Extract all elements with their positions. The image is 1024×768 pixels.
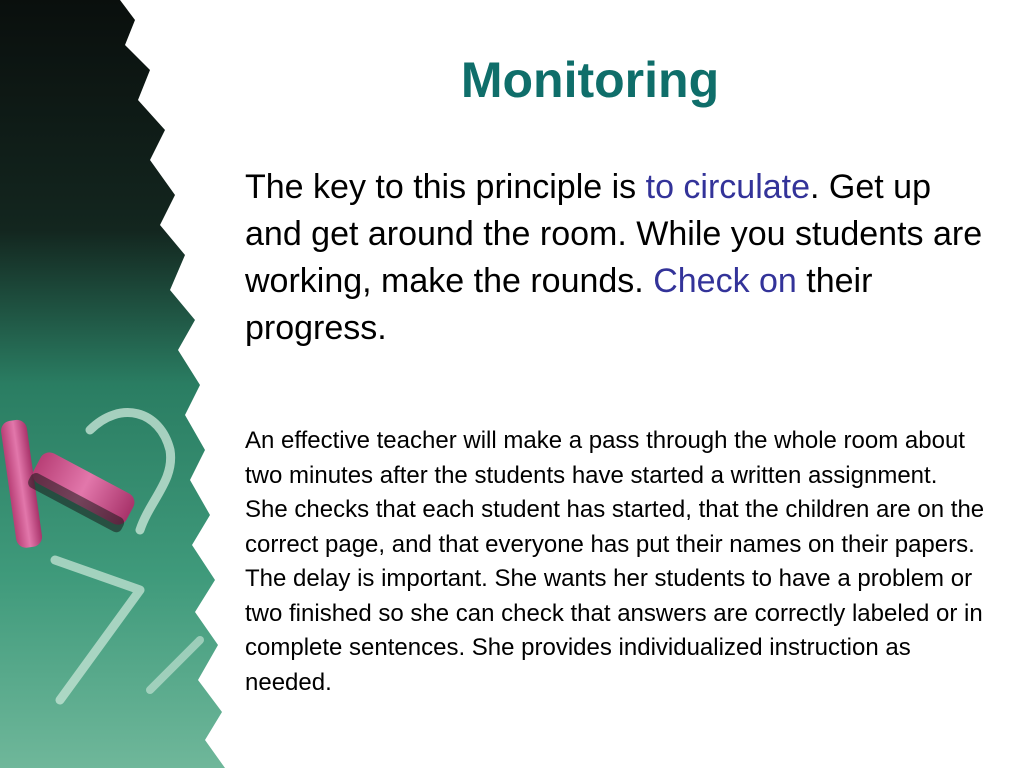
detail-paragraph: An effective teacher will make a pass through the whole room about two minutes after the students have started a written assignment. She checks that each student has started, that the children are on the correct page, and that everyone has put their names on their papers. The delay is important. She wants her students to have a problem or two finished so she can check that answers are correctly labeled or in complete sentences. She provides individualized instruction as needed. (245, 427, 985, 696)
highlight-check-on: Check on (653, 262, 797, 300)
lead-text-part2: . Get up and get around the room. While you students are working, make the rounds. (245, 168, 983, 300)
slide-title: Monitoring (460, 52, 720, 108)
chalkboard-image (0, 0, 240, 768)
lead-paragraph (245, 164, 985, 352)
chalkboard-decoration (0, 0, 240, 768)
highlight-to-circulate: to circulate (645, 168, 811, 206)
lead-text-part3: their progress. (245, 262, 873, 347)
lead-text-part1: The key to this principle is (245, 168, 646, 206)
